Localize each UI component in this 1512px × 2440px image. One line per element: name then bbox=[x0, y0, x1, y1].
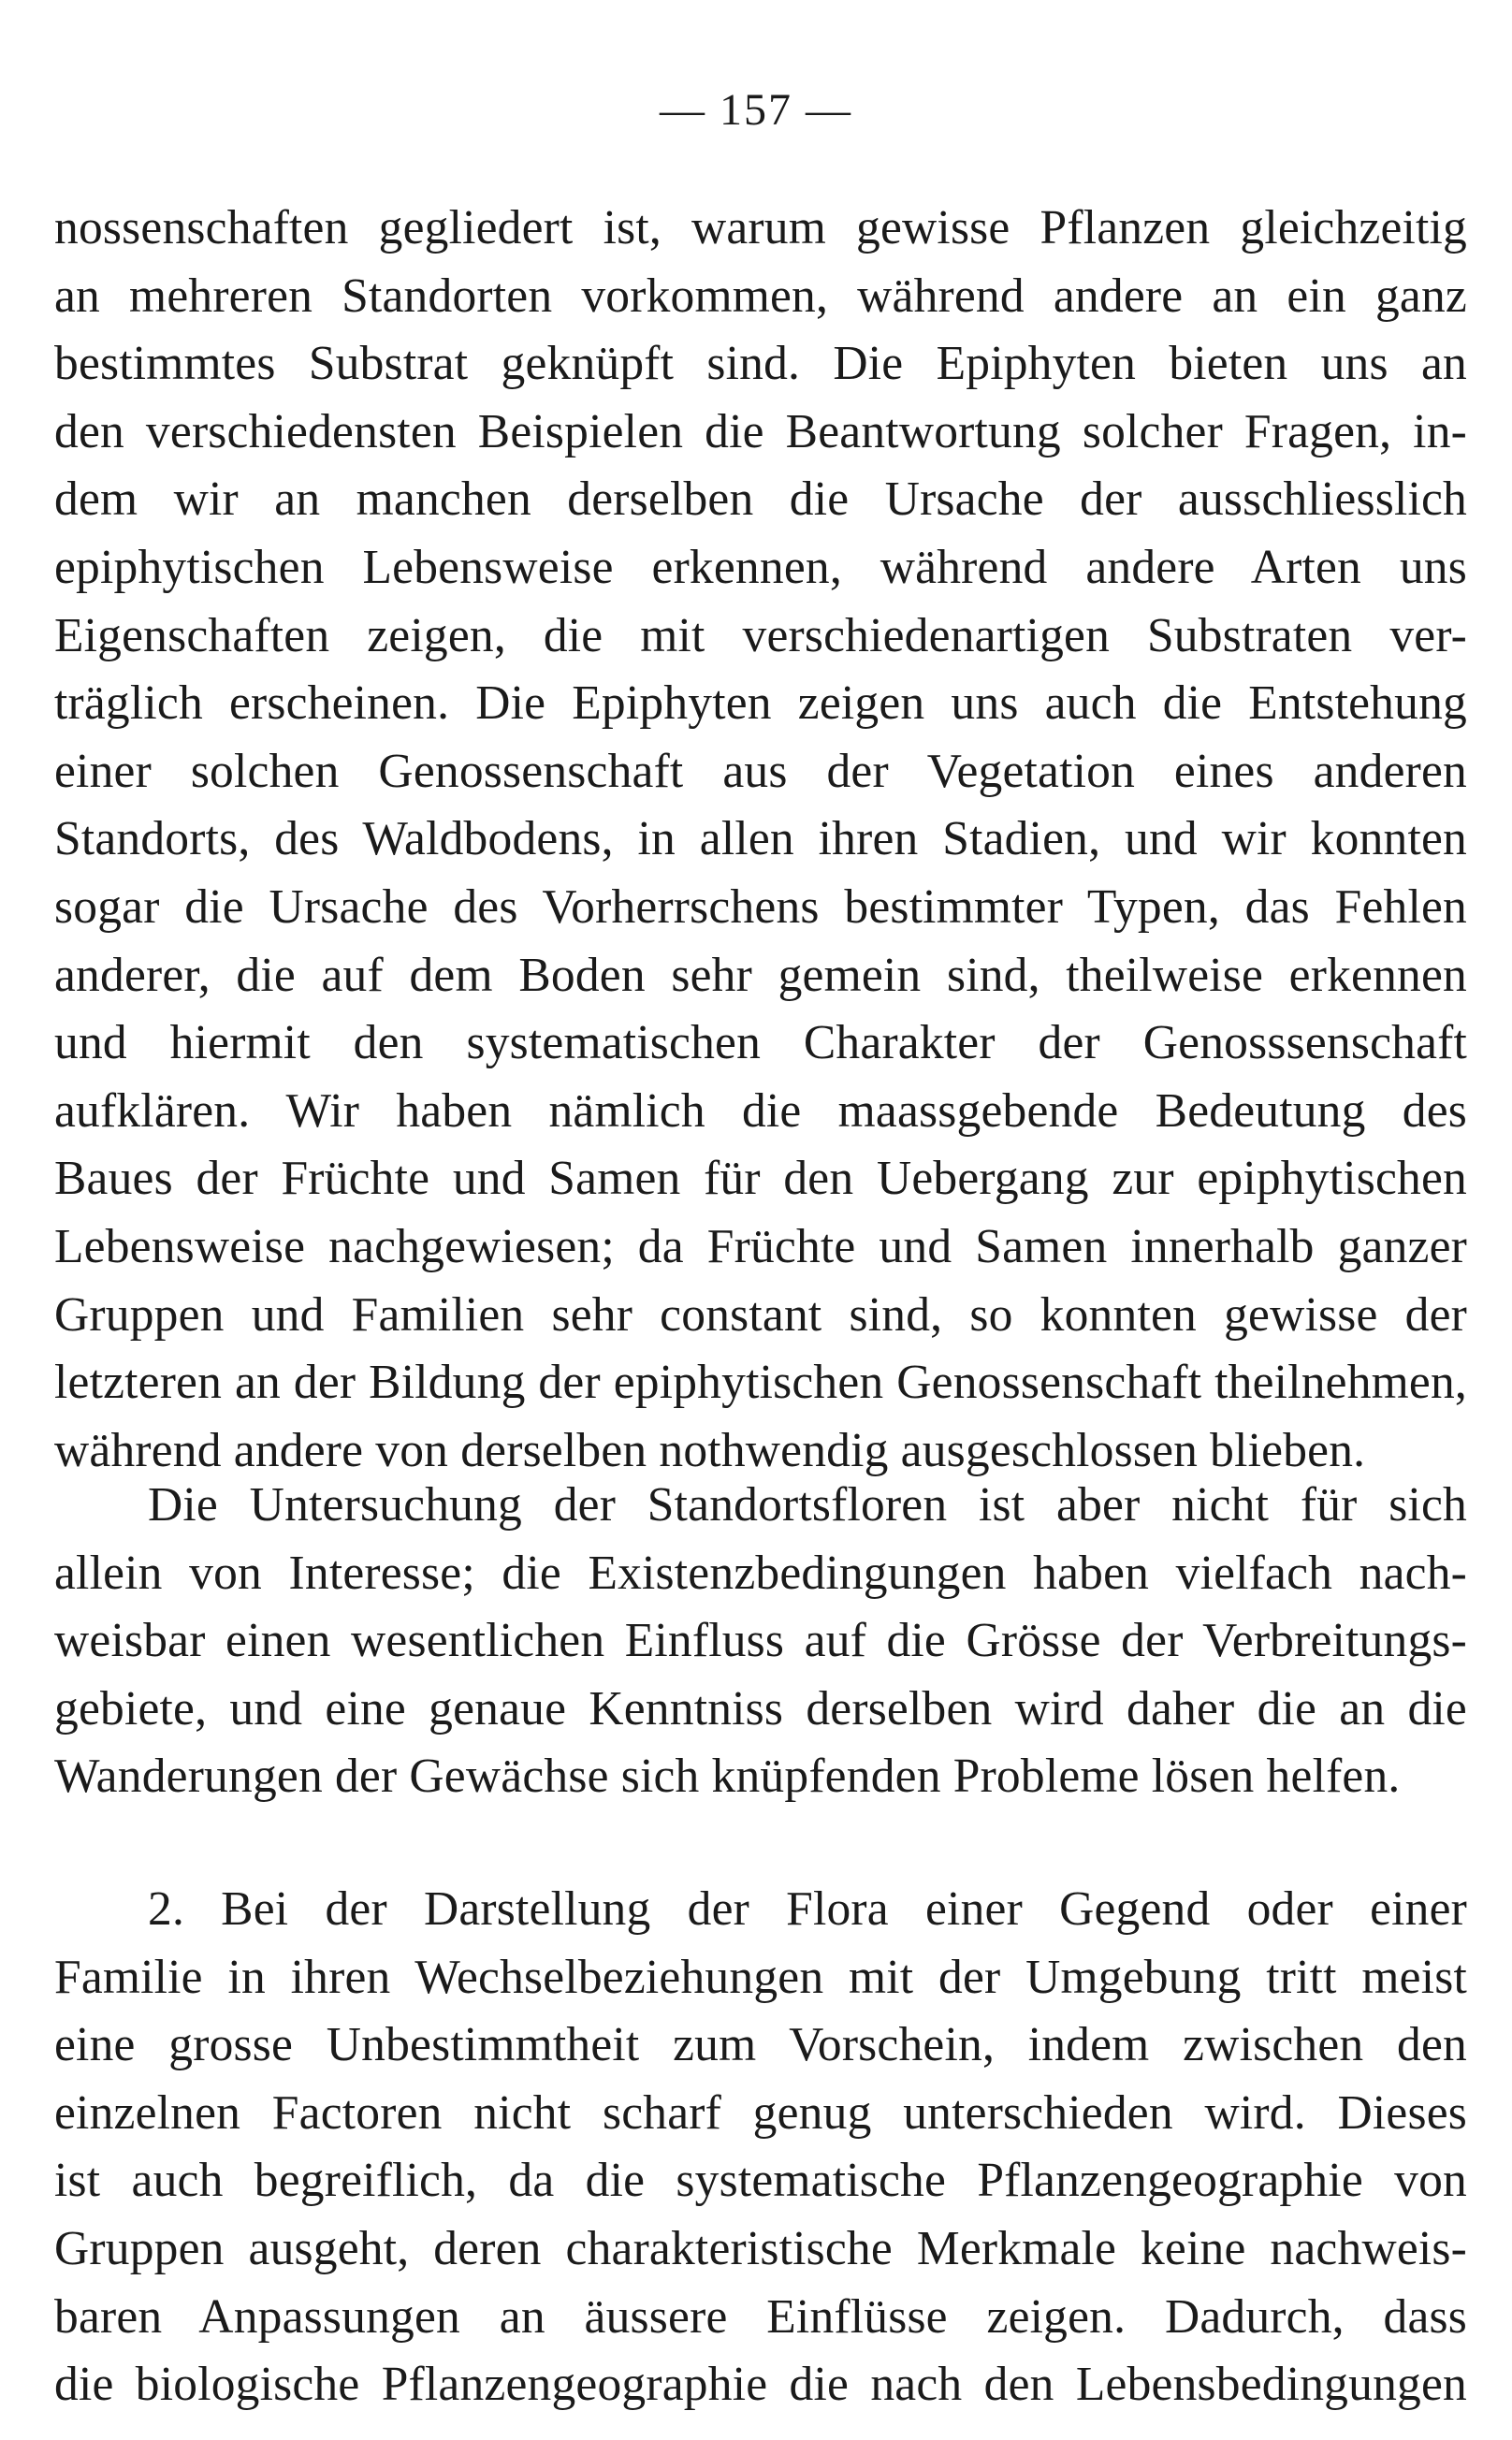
text-line: sogar die Ursache des Vorherrschens bestimmter Typen, das Fehlen bbox=[54, 879, 1467, 934]
text-line: anderer, die auf dem Boden sehr gemein sind, theilweise erkennen bbox=[54, 948, 1467, 1002]
text-line: Familie in ihren Wechselbeziehungen mit der Umgebung tritt meist bbox=[54, 1950, 1467, 2004]
text-line: Standorts, des Waldbodens, in allen ihren Stadien, und wir konnten bbox=[54, 812, 1467, 866]
text-line: träglich erscheinen. Die Epiphyten zeigen uns auch die Entstehung bbox=[54, 676, 1467, 731]
text-line: gebiete, und eine genaue Kenntniss derselben wird daher die an die bbox=[54, 1681, 1467, 1736]
text-line: Die Untersuchung der Standortsfloren ist aber nicht für sich bbox=[148, 1478, 1467, 1532]
text-line: die biologische Pflanzengeographie die nach den Lebensbedingungen bbox=[54, 2358, 1467, 2412]
page-number: — 157 — bbox=[660, 85, 852, 135]
text-line: allein von Interesse; die Existenzbedingungen haben vielfach nach- bbox=[54, 1546, 1467, 1600]
text-line: baren Anpassungen an äussere Einflüsse zeigen. Dadurch, dass bbox=[54, 2289, 1467, 2344]
text-line: weisbar einen wesentlichen Einfluss auf die Grösse der Verbreitungs- bbox=[54, 1614, 1467, 1668]
text-line: einer solchen Genossenschaft aus der Vegetation eines anderen bbox=[54, 744, 1467, 798]
text-line: Wanderungen der Gewächse sich knüpfenden Probleme lösen helfen. bbox=[54, 1750, 1401, 1804]
text-line: bestimmtes Substrat geknüpft sind. Die Epiphyten bieten uns an bbox=[54, 337, 1467, 391]
text-line: letzteren an der Bildung der epiphytischen Genossenschaft theilnehmen, bbox=[54, 1356, 1467, 1410]
text-line: Gruppen ausgeht, deren charakteristische Merkmale keine nachweis- bbox=[54, 2221, 1467, 2275]
text-line: Baues der Früchte und Samen für den Uebergang zur epiphytischen bbox=[54, 1152, 1467, 1206]
text-line: an mehreren Standorten vorkommen, während andere an ein ganz bbox=[54, 269, 1467, 323]
text-line: ist auch begreiflich, da die systematische Pflanzengeographie von bbox=[54, 2154, 1467, 2208]
text-line: und hiermit den systematischen Charakter der Genosssenschaft bbox=[54, 1016, 1467, 1070]
text-line: einzelnen Factoren nicht scharf genug unterschieden wird. Dieses bbox=[54, 2085, 1467, 2140]
text-line: epiphytischen Lebensweise erkennen, während andere Arten uns bbox=[54, 540, 1467, 594]
text-line: Lebensweise nachgewiesen; da Früchte und Samen innerhalb ganzer bbox=[54, 1219, 1467, 1273]
paragraph-1 bbox=[54, 195, 1467, 1485]
text-line: den verschiedensten Beispielen die Beantwortung solcher Fragen, in- bbox=[54, 404, 1467, 458]
text-line: Gruppen und Familien sehr constant sind, so konnten gewisse der bbox=[54, 1287, 1467, 1342]
text-line: während andere von derselben nothwendig ausgeschlossen blieben. bbox=[54, 1423, 1366, 1477]
paragraph-2 bbox=[54, 1472, 1467, 1811]
text-line: eine grosse Unbestimmtheit zum Vorschein, indem zwischen den bbox=[54, 2018, 1467, 2072]
paragraph-3 bbox=[54, 1876, 1467, 2419]
text-line: 2. Bei der Darstellung der Flora einer Gegend oder einer bbox=[148, 1882, 1467, 1936]
text-line: nossenschaften gegliedert ist, warum gewisse Pflanzen gleichzeitig bbox=[54, 201, 1467, 254]
text-line: Eigenschaften zeigen, die mit verschiedenartigen Substraten ver- bbox=[54, 608, 1467, 662]
text-line: dem wir an manchen derselben die Ursache der ausschliesslich bbox=[54, 472, 1467, 527]
text-line: aufklären. Wir haben nämlich die maassgebende Bedeutung des bbox=[54, 1083, 1467, 1138]
